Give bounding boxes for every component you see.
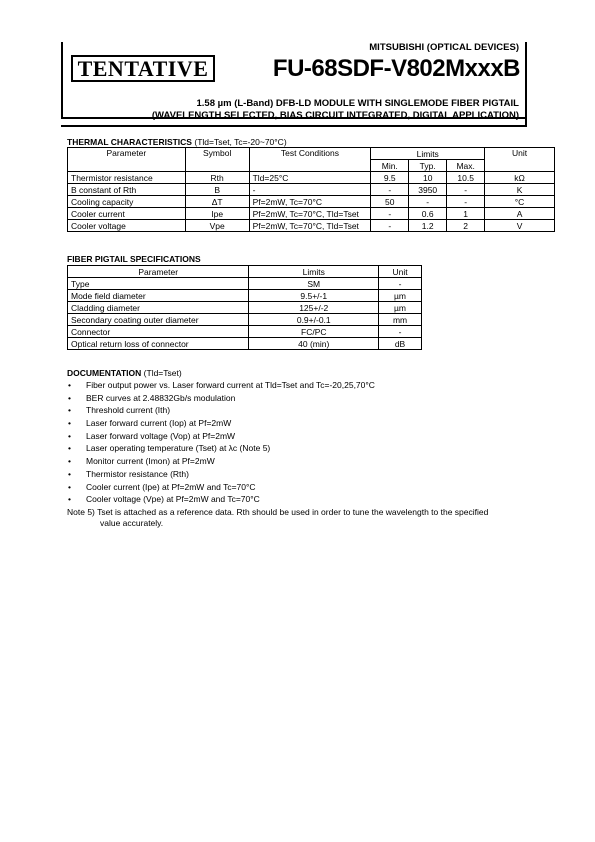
documentation-heading: [67, 368, 182, 378]
list-item: [67, 481, 375, 494]
list-item-text: Threshold current (Ith): [86, 405, 171, 416]
list-item: [67, 493, 375, 506]
cell-max: -: [447, 196, 485, 208]
documentation-list: [67, 379, 375, 506]
part-number: FU-68SDF-V802MxxxB: [272, 55, 520, 82]
cell-min: -: [371, 208, 409, 220]
cell-unit: dB: [379, 338, 422, 350]
cell-limits: 9.5+/-1: [249, 290, 379, 302]
thermal-header-conditions: Test Conditions: [249, 148, 371, 172]
bullet-icon: •: [68, 418, 71, 429]
cell-min: -: [371, 184, 409, 196]
bullet-icon: •: [68, 443, 71, 454]
table-row: [68, 338, 422, 350]
list-item: [67, 430, 375, 443]
fiber-heading: [67, 254, 201, 264]
subtitle-line2: (WAVELENGTH SELECTED, BIAS CIRCUIT INTEGRATED, DIGITAL APPLICATION): [151, 110, 519, 121]
bullet-icon: •: [68, 380, 71, 390]
cell-parameter: Cooler voltage: [68, 220, 186, 232]
cell-conditions: Pf=2mW, Tc=70°C, Tld=Tset: [249, 208, 371, 220]
cell-symbol: Vpe: [185, 220, 249, 232]
cell-parameter: Cladding diameter: [68, 302, 249, 314]
thermal-header-symbol: Symbol: [185, 148, 249, 172]
cell-conditions: Pf=2mW, Tc=70°C: [249, 196, 371, 208]
list-item: [67, 442, 375, 455]
cell-parameter: Mode field diameter: [68, 290, 249, 302]
thermal-header-max: Max.: [447, 160, 485, 172]
bullet-icon: •: [68, 430, 71, 441]
cell-max: 1: [447, 208, 485, 220]
bullet-icon: •: [68, 405, 71, 416]
bullet-icon: •: [68, 481, 71, 492]
fiber-header-limits: Limits: [249, 266, 379, 278]
cell-limits: SM: [249, 278, 379, 290]
thermal-heading: [67, 137, 287, 147]
cell-conditions: -: [249, 184, 371, 196]
cell-symbol: B: [185, 184, 249, 196]
list-item-text: BER curves at 2.48832Gb/s modulation: [86, 392, 236, 403]
frame-left-rule: [61, 42, 63, 119]
table-row: [68, 196, 555, 208]
cell-unit: °C: [485, 196, 555, 208]
list-item-text: Cooler voltage (Vpe) at Pf=2mW and Tc=70°C: [86, 494, 260, 505]
thermal-header-limits: Limits: [371, 148, 485, 160]
cell-max: 10.5: [447, 172, 485, 184]
cell-limits: 0.9+/-0.1: [249, 314, 379, 326]
cell-unit: kΩ: [485, 172, 555, 184]
cell-min: -: [371, 220, 409, 232]
thermal-title: THERMAL CHARACTERISTICS: [67, 137, 192, 147]
cell-symbol: ΔT: [185, 196, 249, 208]
list-item: [67, 455, 375, 468]
table-row: [68, 184, 555, 196]
cell-parameter: Type: [68, 278, 249, 290]
table-row: [68, 302, 422, 314]
cell-unit: -: [379, 278, 422, 290]
cell-symbol: Ipe: [185, 208, 249, 220]
note-line1: Note 5) Tset is attached as a reference data. Rth should be used in order to tune the wavelength to the specified: [67, 507, 489, 517]
cell-typ: 1.2: [409, 220, 447, 232]
list-item: [67, 392, 375, 405]
cell-unit: mm: [379, 314, 422, 326]
table-row: [68, 172, 555, 184]
fiber-table: [67, 265, 422, 350]
note-line2: value accurately.: [100, 517, 164, 528]
frame-bottom-rule: [61, 125, 527, 127]
thermal-header-min: Min.: [371, 160, 409, 172]
fiber-header-parameter: Parameter: [68, 266, 249, 278]
cell-typ: 0.6: [409, 208, 447, 220]
cell-unit: A: [485, 208, 555, 220]
thermal-condition: (Tld=Tset, Tc=-20~70°C): [194, 137, 287, 147]
list-item: [67, 468, 375, 481]
cell-parameter: Cooler current: [68, 208, 186, 220]
cell-unit: V: [485, 220, 555, 232]
cell-parameter: Connector: [68, 326, 249, 338]
list-item-text: Laser operating temperature (Tset) at λc (Note 5): [86, 443, 271, 454]
cell-typ: 10: [409, 172, 447, 184]
table-row: [68, 326, 422, 338]
fiber-header-unit: Unit: [379, 266, 422, 278]
cell-min: 50: [371, 196, 409, 208]
tentative-stamp: TENTATIVE: [71, 55, 215, 82]
table-row: [68, 208, 555, 220]
cell-symbol: Rth: [185, 172, 249, 184]
bullet-icon: •: [68, 494, 71, 505]
cell-max: -: [447, 184, 485, 196]
list-item-text: Monitor current (Imon) at Pf=2mW: [86, 456, 215, 467]
cell-parameter: Cooling capacity: [68, 196, 186, 208]
cell-conditions: Pf=2mW, Tc=70°C, Tld=Tset: [249, 220, 371, 232]
documentation-title: DOCUMENTATION: [67, 368, 142, 378]
cell-unit: -: [379, 326, 422, 338]
list-item-text: Fiber output power vs. Laser forward current at Tld=Tset and Tc=-20,25,70°C: [86, 380, 375, 390]
list-item-text: Laser forward current (Iop) at Pf=2mW: [86, 418, 232, 429]
list-item-text: Laser forward voltage (Vop) at Pf=2mW: [86, 430, 236, 441]
frame-right-rule: [525, 42, 527, 127]
thermal-header-unit: Unit: [485, 148, 555, 172]
thermal-header-parameter: Parameter: [68, 148, 186, 172]
list-item-text: Cooler current (Ipe) at Pf=2mW and Tc=70°C: [86, 481, 256, 492]
cell-parameter: Optical return loss of connector: [68, 338, 249, 350]
table-row: [68, 314, 422, 326]
list-item: [67, 404, 375, 417]
table-row: [68, 220, 555, 232]
cell-unit: µm: [379, 290, 422, 302]
table-row: [68, 290, 422, 302]
bullet-icon: •: [68, 392, 71, 403]
cell-max: 2: [447, 220, 485, 232]
cell-conditions: Tld=25°C: [249, 172, 371, 184]
table-row: [68, 278, 422, 290]
note-5: [67, 507, 537, 528]
list-item: [67, 379, 375, 392]
thermal-header-typ: Typ.: [409, 160, 447, 172]
subtitle-line1: 1.58 µm (L-Band) DFB-LD MODULE WITH SINGLEMODE FIBER PIGTAIL: [196, 98, 519, 109]
bullet-icon: •: [68, 456, 71, 467]
cell-limits: 125+/-2: [249, 302, 379, 314]
cell-limits: FC/PC: [249, 326, 379, 338]
cell-unit: K: [485, 184, 555, 196]
cell-unit: µm: [379, 302, 422, 314]
cell-limits: 40 (min): [249, 338, 379, 350]
list-item-text: Thermistor resistance (Rth): [86, 468, 189, 479]
cell-typ: -: [409, 196, 447, 208]
cell-min: 9.5: [371, 172, 409, 184]
cell-parameter: B constant of Rth: [68, 184, 186, 196]
thermal-table: [67, 147, 555, 232]
cell-parameter: Thermistor resistance: [68, 172, 186, 184]
list-item: [67, 417, 375, 430]
cell-typ: 3950: [409, 184, 447, 196]
fiber-title: FIBER PIGTAIL SPECIFICATIONS: [67, 254, 201, 264]
brand-label: MITSUBISHI (OPTICAL DEVICES): [369, 42, 519, 53]
documentation-condition: (Tld=Tset): [143, 368, 182, 378]
cell-parameter: Secondary coating outer diameter: [68, 314, 249, 326]
bullet-icon: •: [68, 468, 71, 479]
